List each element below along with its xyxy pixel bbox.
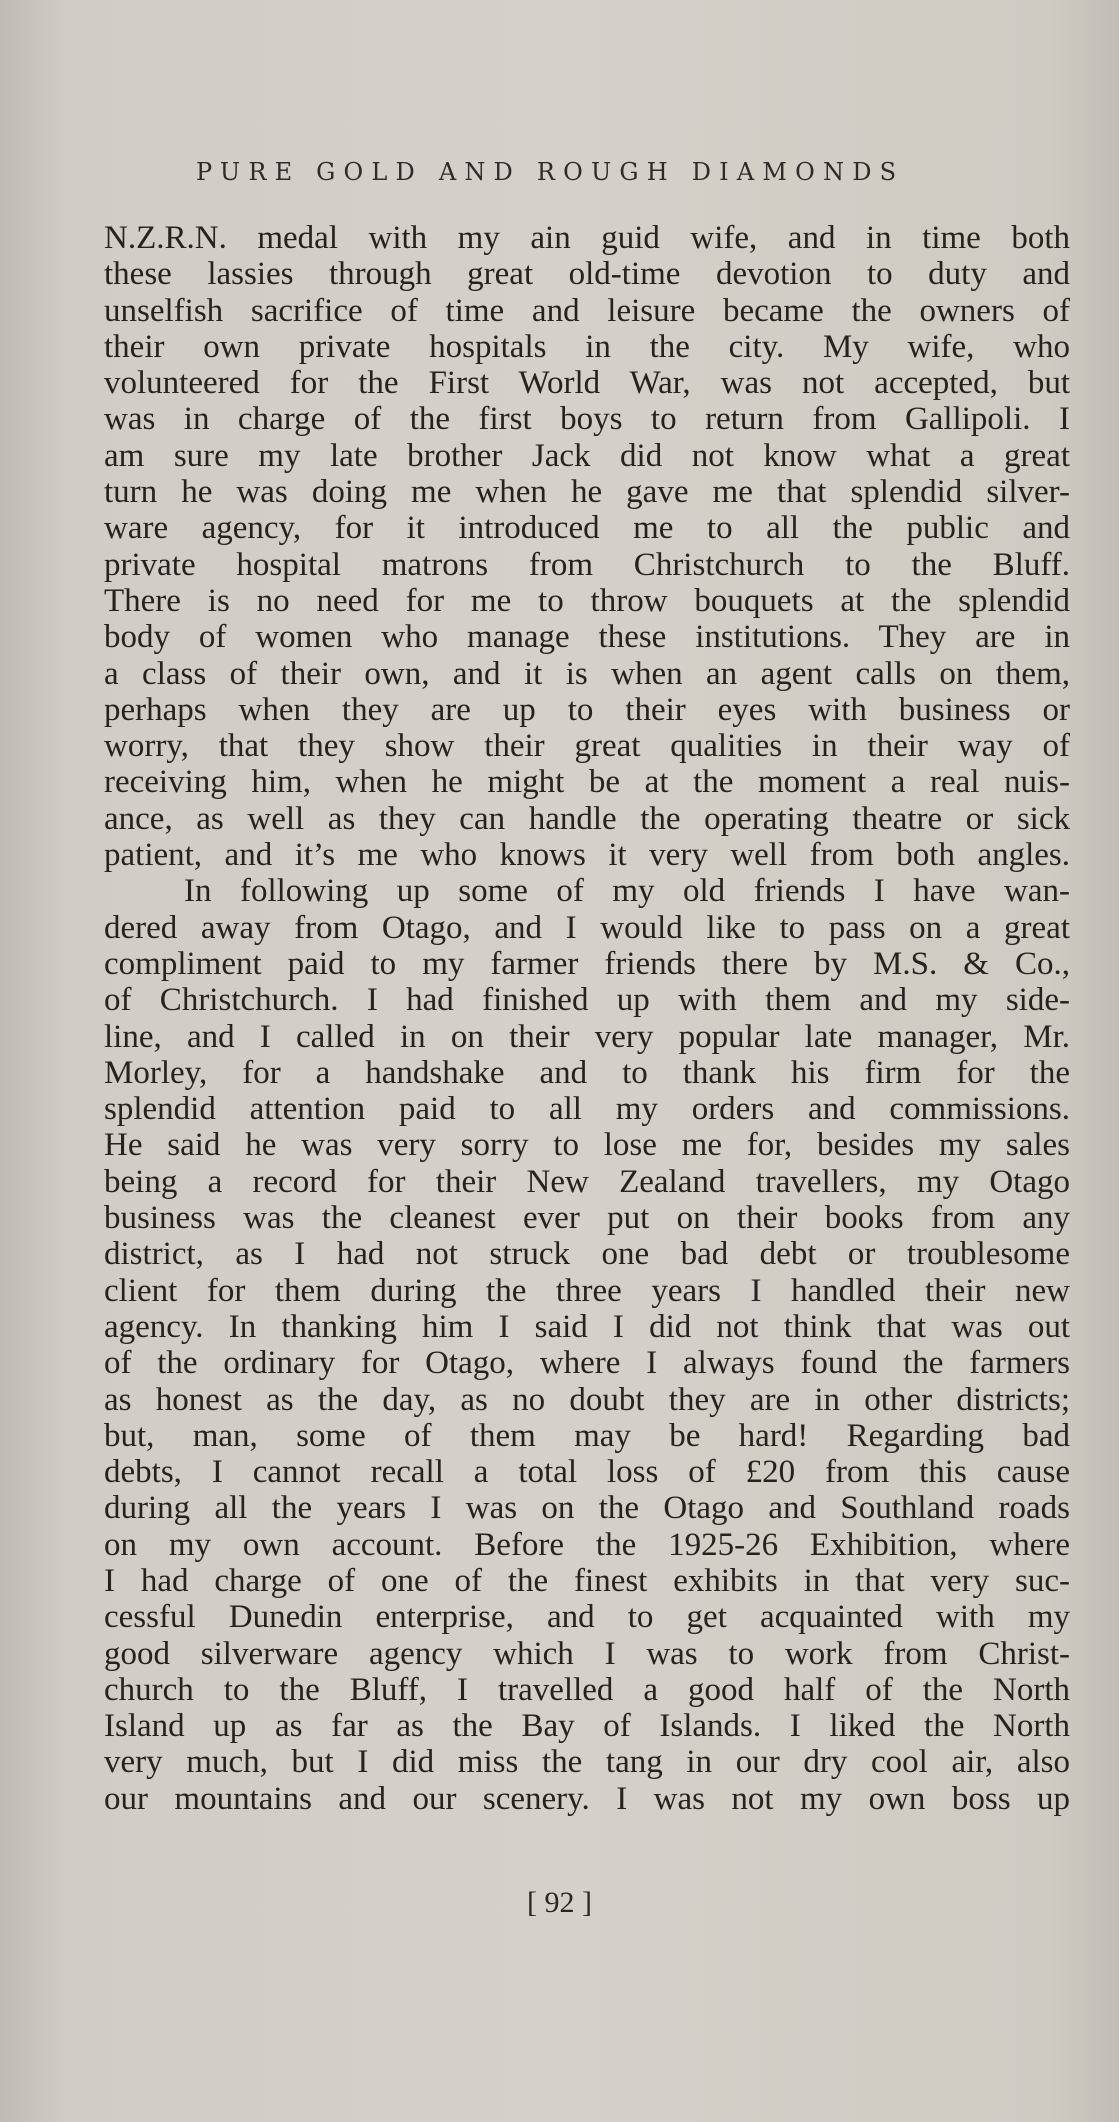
text-line: our mountains and our scenery. I was not my own boss up (104, 1780, 1070, 1817)
running-head: PURE GOLD AND ROUGH DIAMONDS (196, 158, 905, 186)
text-line: ance, as well as they can handle the operating theatre or sick (104, 800, 1070, 837)
text-line: debts, I cannot recall a total loss of £20 from this cause (104, 1454, 1070, 1491)
text-line: line, and I called in on their very popular late manager, Mr. (104, 1018, 1070, 1055)
text-line: of Christchurch. I had finished up with them and my side- (104, 982, 1070, 1019)
text-line: church to the Bluff, I travelled a good half of the North (104, 1671, 1070, 1708)
text-line: client for them during the three years I handled their new (104, 1272, 1070, 1309)
text-line: their own private hospitals in the city. My wife, who (104, 328, 1070, 365)
text-line: as honest as the day, as no doubt they are in other districts; (104, 1381, 1070, 1418)
body-text (104, 220, 1070, 1817)
text-line: volunteered for the First World War, was not accepted, but (104, 365, 1070, 402)
text-line: perhaps when they are up to their eyes with business or (104, 691, 1070, 728)
text-line: very much, but I did miss the tang in our dry cool air, also (104, 1744, 1070, 1781)
text-line: receiving him, when he might be at the moment a real nuis- (104, 764, 1070, 801)
text-line: a class of their own, and it is when an agent calls on them, (104, 655, 1070, 692)
text-line: ware agency, for it introduced me to all the public and (104, 510, 1070, 547)
text-line: splendid attention paid to all my orders and commissions. (104, 1091, 1070, 1128)
text-line: these lassies through great old-time devotion to duty and (104, 256, 1070, 293)
text-line: He said he was very sorry to lose me for, besides my sales (104, 1127, 1070, 1164)
text-line: of the ordinary for Otago, where I always found the farmers (104, 1345, 1070, 1382)
text-line: am sure my late brother Jack did not know what a great (104, 437, 1070, 474)
text-line: but, man, some of them may be hard! Regarding bad (104, 1417, 1070, 1454)
text-line: being a record for their New Zealand travellers, my Otago (104, 1163, 1070, 1200)
text-line: private hospital matrons from Christchurch to the Bluff. (104, 546, 1070, 583)
text-line: cessful Dunedin enterprise, and to get acquainted with my (104, 1599, 1070, 1636)
text-line: unselfish sacrifice of time and leisure became the owners of (104, 292, 1070, 329)
text-line: N.Z.R.N. medal with my ain guid wife, and in time both (104, 220, 1070, 256)
text-line: good silverware agency which I was to work from Christ- (104, 1635, 1070, 1672)
text-line: agency. In thanking him I said I did not think that was out (104, 1308, 1070, 1345)
text-line: Morley, for a handshake and to thank his firm for the (104, 1054, 1070, 1091)
text-line: I had charge of one of the finest exhibits in that very suc- (104, 1562, 1070, 1599)
text-line: There is no need for me to throw bouquets at the splendid (104, 582, 1070, 619)
text-line: turn he was doing me when he gave me that splendid silver- (104, 474, 1070, 511)
text-line: on my own account. Before the 1925-26 Exhibition, where (104, 1526, 1070, 1563)
text-line: worry, that they show their great qualities in their way of (104, 728, 1070, 765)
text-line: body of women who manage these institutions. They are in (104, 619, 1070, 656)
text-line: dered away from Otago, and I would like to pass on a great (104, 909, 1070, 946)
text-line: business was the cleanest ever put on their books from any (104, 1200, 1070, 1237)
text-line-paragraph-start: In following up some of my old friends I have wan- (184, 873, 1070, 910)
text-line: was in charge of the first boys to return from Gallipoli. I (104, 401, 1070, 438)
text-line: Island up as far as the Bay of Islands. I liked the North (104, 1708, 1070, 1745)
page-number: [ 92 ] (527, 1886, 592, 1919)
text-line: district, as I had not struck one bad debt or troublesome (104, 1236, 1070, 1273)
text-line: compliment paid to my farmer friends there by M.S. & Co., (104, 945, 1070, 982)
text-line: during all the years I was on the Otago and Southland roads (104, 1490, 1070, 1527)
text-line: patient, and it’s me who knows it very well from both angles. (104, 837, 1070, 874)
